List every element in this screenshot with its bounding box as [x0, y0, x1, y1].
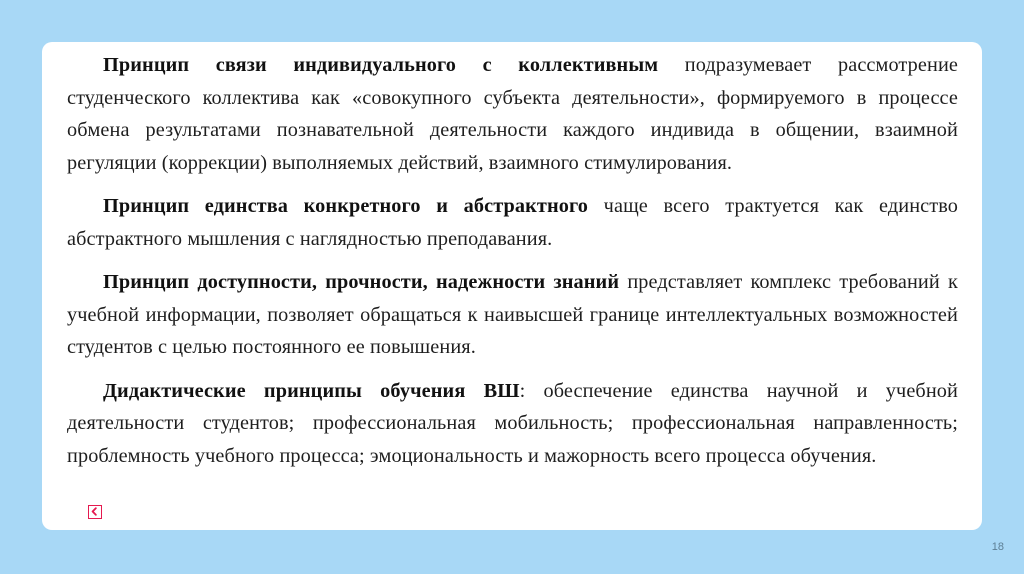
principle-title-4: Дидактические принципы обучения ВШ	[103, 379, 520, 402]
back-nav-button[interactable]	[88, 505, 102, 519]
principle-paragraph-1	[67, 49, 958, 179]
principle-text-3: представляет комплекс требований к учебной информации, позволяет обращаться к наивысшей границе интеллектуальных возможностей студентов с целью постоянного ее повышения.	[67, 271, 958, 358]
principle-paragraph-2	[67, 190, 958, 255]
principle-title-3: Принцип доступности, прочности, надежности знаний	[103, 271, 620, 293]
principle-paragraph-4	[67, 375, 958, 473]
principle-text-4: : обеспечение единства научной и учебной деятельности студентов; профессиональная мобильность; профессиональная направленность; проблемность учебного процесса; эмоциональность и мажорность всего процесса обучения.	[67, 379, 958, 467]
principle-text-1: подразумевает рассмотрение студенческого коллектива как «совокупного субъекта деятельности», формируемого в процессе обмена результатами познавательной деятельности каждого индивида в общении, взаимной регуляции (коррекции) выполняемых действий, взаимного стимулирования.	[67, 54, 958, 174]
principle-text-2: чаще всего трактуется как единство абстрактного мышления с наглядностью преподавания.	[67, 195, 958, 250]
slide-content-card	[42, 42, 982, 530]
page-number: 18	[991, 541, 1004, 553]
principle-title-2: Принцип единства конкретного и абстрактного	[103, 195, 589, 217]
principle-paragraph-3	[67, 266, 958, 364]
chevron-left-icon	[89, 506, 100, 517]
principle-title-1: Принцип связи индивидуального с коллективным	[103, 54, 659, 76]
